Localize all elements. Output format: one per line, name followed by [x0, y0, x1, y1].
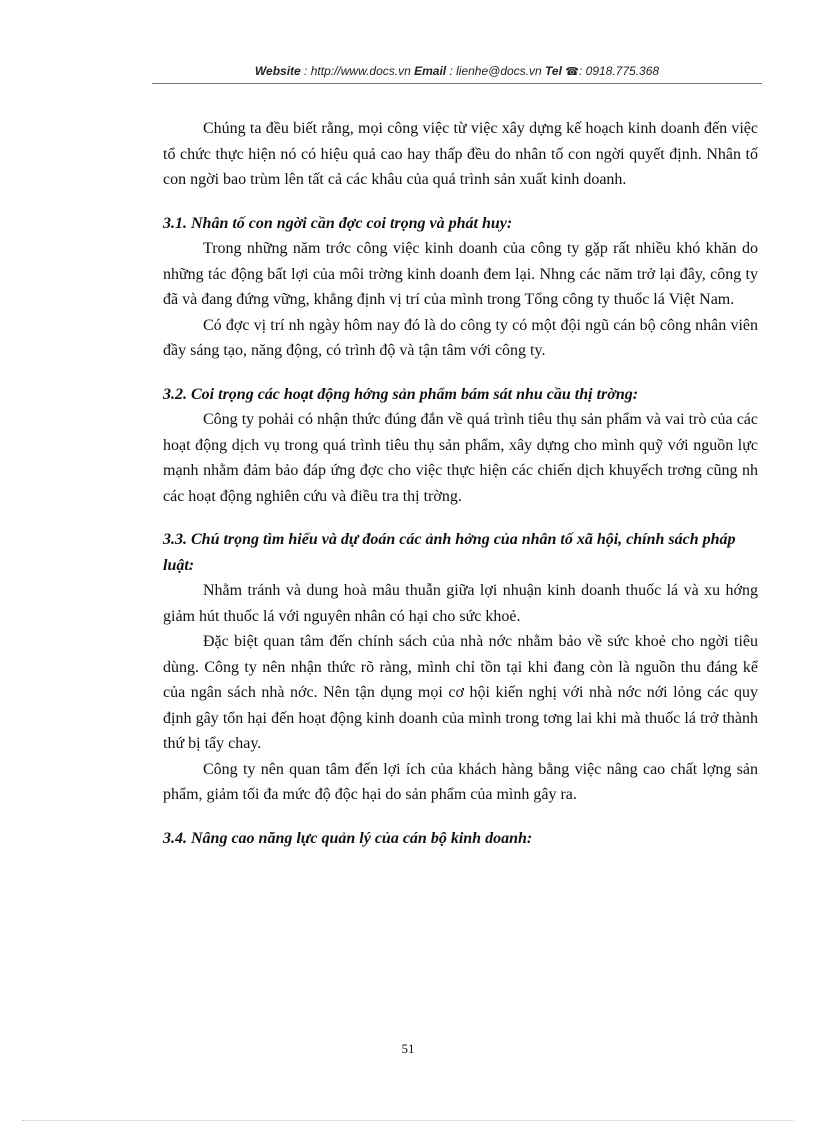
section-heading-3-2: 3.2. Coi trọng các hoạt động hớng sản phẩm bám sát nhu cầu thị trờng:	[163, 385, 639, 403]
header-rule	[152, 83, 762, 84]
section-heading-3-4: 3.4. Nâng cao năng lực quản lý của cán bộ kinh doanh:	[163, 829, 533, 847]
section-heading-3-1: 3.1. Nhân tố con ngời cần đợc coi trọng và phát huy:	[163, 214, 513, 232]
website-value: : http://www.docs.vn	[300, 64, 415, 78]
page-bottom-border	[22, 1120, 794, 1121]
tel-label: Tel	[545, 64, 562, 78]
phone-icon: ☎	[565, 66, 579, 78]
email-label: Email	[414, 64, 447, 78]
website-label: Website	[254, 64, 301, 78]
section-3-3-paragraph-1: Nhằm tránh và dung hoà mâu thuẫn giữa lợi nhuận kinh doanh thuốc lá và xu hớng giảm hút thuốc lá với nguyên nhân có hại cho sức khoẻ.	[163, 582, 758, 625]
section-3-1-paragraph-1: Trong những năm trớc công việc kinh doanh của công ty gặp rất nhiều khó khăn do những tác động bất lợi của môi trờng kinh doanh đem lại. Nhng các năm trở lại đây, công ty đã và đang đứng vững, khẳng định vị trí của mình trong Tổng công ty thuốc lá Việt Nam.	[163, 240, 758, 308]
intro-paragraph: Chúng ta đều biết rằng, mọi công việc từ việc xây dựng kế hoạch kinh doanh đến việc tổ chức thực hiện nó có hiệu quả cao hay thấp đều do nhân tố con ngời quyết định. Nhân tố con ngời bao trùm lên tất cả các khâu của quá trình sản xuất kinh doanh.	[163, 120, 758, 188]
section-3-3-paragraph-3: Công ty nên quan tâm đến lợi ích của khách hàng bằng việc nâng cao chất lợng sản phẩm, giảm tối đa mức độ độc hại do sản phẩm của mình gây ra.	[163, 760, 758, 803]
tel-value: : 0918.775.368	[578, 64, 660, 78]
section-3-2-paragraph-1: Công ty pohải có nhận thức đúng đắn về quá trình tiêu thụ sản phẩm và vai trò của các hoạt động dịch vụ trong quá trình tiêu thụ sản phẩm, xây dựng cho mình quỹ với nguồn lực mạnh nhằm đảm bảo đáp ứng đợc cho việc thực hiện các chiến dịch khuyếch trơng cũng nh các hoạt động nghiên cứu và điều tra thị trờng.	[163, 411, 758, 505]
document-body	[163, 116, 758, 851]
page-number: 51	[401, 1041, 415, 1056]
page-header	[152, 64, 762, 78]
email-value: : lienhe@docs.vn	[446, 64, 546, 78]
section-3-1-paragraph-2: Có đợc vị trí nh ngày hôm nay đó là do công ty có một đội ngũ cán bộ công nhân viên đầy sáng tạo, năng động, có trình độ và tận tâm với công ty.	[163, 316, 758, 359]
section-heading-3-3: 3.3. Chú trọng tìm hiểu và dự đoán các ảnh hởng của nhân tố xã hội, chính sách pháp luật:	[163, 531, 736, 574]
section-3-3-paragraph-2: Đặc biệt quan tâm đến chính sách của nhà nớc nhằm bảo về sức khoẻ cho ngời tiêu dùng. Công ty nên nhận thức rõ ràng, mình chỉ tồn tại khi đang còn là nguồn thu đáng kể của ngân sách nhà nớc. Nên tận dụng mọi cơ hội kiến nghị với nhà nớc nới lỏng các quy định gây tổn hại đến hoạt động kinh doanh của mình trong tơng lai khi mà thuốc lá trở thành thứ bị tẩy chay.	[163, 633, 758, 752]
